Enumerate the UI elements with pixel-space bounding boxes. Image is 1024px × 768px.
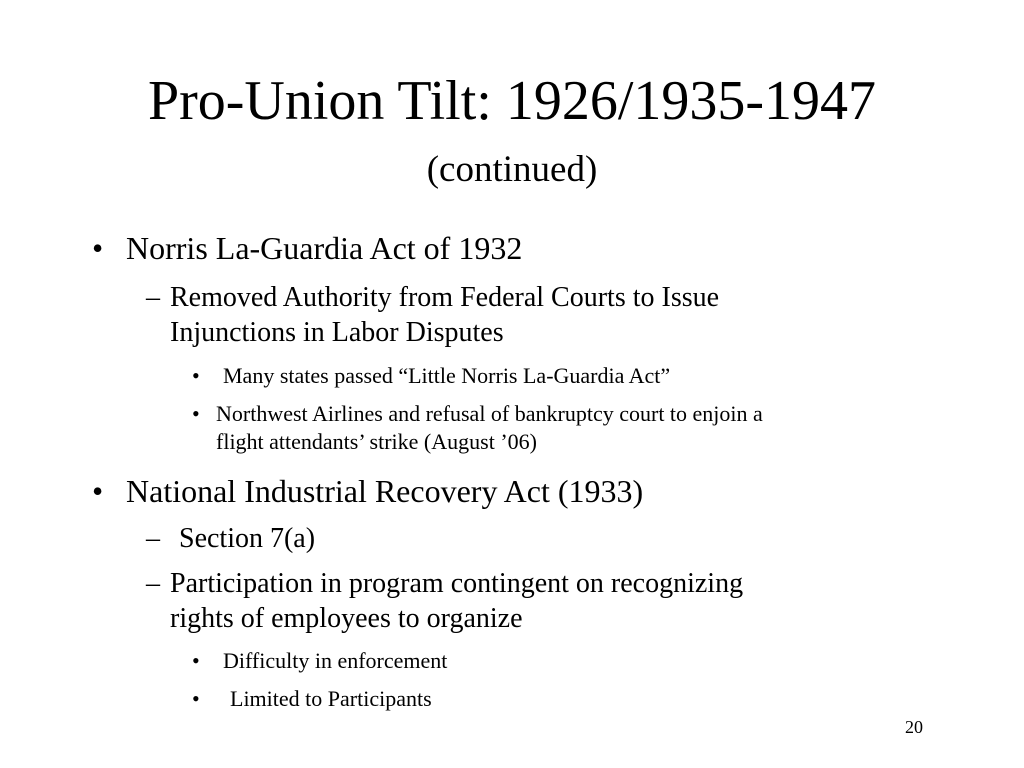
bullet-dot: • xyxy=(192,686,200,711)
list-item: Removed Authority from Federal Courts to Issue xyxy=(170,282,720,313)
slide-subtitle: (continued) xyxy=(426,149,598,190)
slide-title: Pro-Union Tilt: 1926/1935-1947 xyxy=(147,70,877,132)
bullet-dot: • xyxy=(92,230,104,266)
list-item: Section 7(a) xyxy=(179,523,316,554)
page-number: 20 xyxy=(905,717,923,737)
bullet-dot: • xyxy=(192,648,200,673)
list-item: Limited to Participants xyxy=(230,686,432,711)
list-item-continuation: flight attendants’ strike (August ’06) xyxy=(216,429,537,454)
bullet-dot: • xyxy=(92,473,104,509)
list-item: Norris La-Guardia Act of 1932 xyxy=(126,230,523,266)
list-item: National Industrial Recovery Act (1933) xyxy=(126,473,644,509)
bullet-dot: • xyxy=(192,401,200,426)
bullet-dash: – xyxy=(146,523,160,554)
list-item: Participation in program contingent on recognizing xyxy=(170,568,744,599)
list-item-continuation: Injunctions in Labor Disputes xyxy=(170,317,504,348)
list-item-continuation: rights of employees to organize xyxy=(170,603,523,634)
list-item: Many states passed “Little Norris La-Guardia Act” xyxy=(223,363,671,388)
list-item: Northwest Airlines and refusal of bankruptcy court to enjoin a xyxy=(216,401,763,426)
bullet-dot: • xyxy=(192,363,200,388)
list-item: Difficulty in enforcement xyxy=(223,648,448,673)
bullet-dash: – xyxy=(146,568,160,599)
bullet-dash: – xyxy=(146,282,160,313)
